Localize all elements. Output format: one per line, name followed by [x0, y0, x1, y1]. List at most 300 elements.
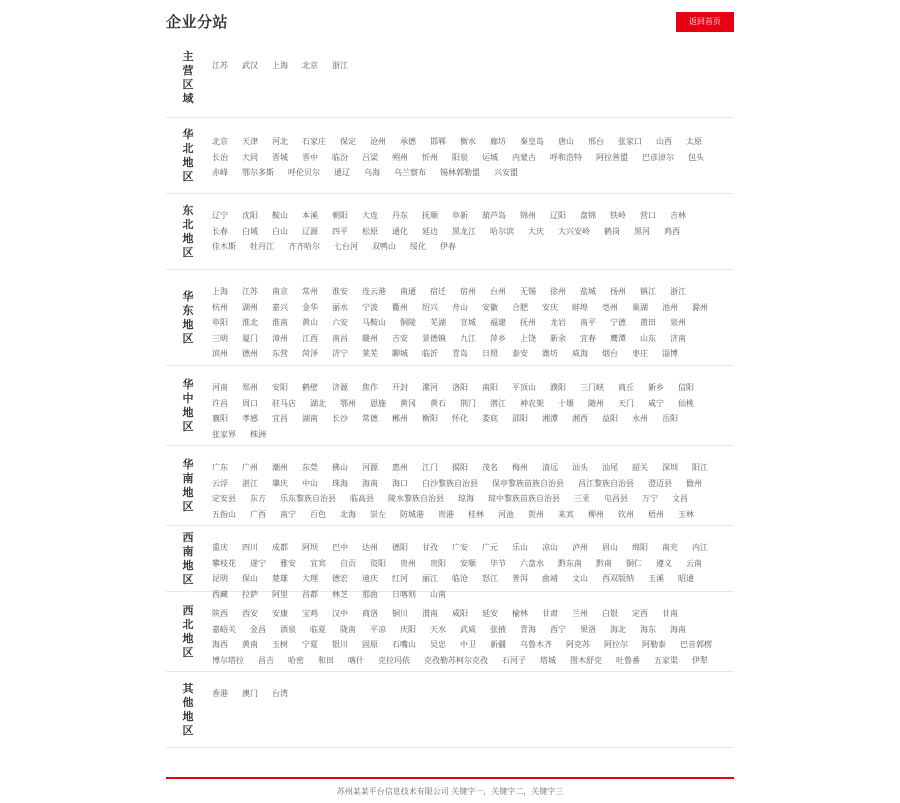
- city-link[interactable]: 内江: [692, 543, 708, 552]
- city-link[interactable]: 泸州: [572, 543, 588, 552]
- city-link[interactable]: 果洛: [580, 624, 596, 634]
- city-link[interactable]: 武威: [460, 624, 476, 634]
- city-link[interactable]: 澄迈县: [648, 478, 672, 488]
- city-link[interactable]: 马鞍山: [362, 318, 386, 327]
- city-link[interactable]: 安康: [272, 609, 288, 618]
- city-link[interactable]: 赣州: [362, 333, 378, 343]
- city-link[interactable]: 临沂: [422, 349, 438, 358]
- city-link[interactable]: 咸阳: [452, 609, 468, 618]
- city-link[interactable]: 六盘水: [520, 558, 544, 568]
- city-link[interactable]: 固原: [362, 640, 378, 649]
- city-link[interactable]: 邢台: [588, 137, 604, 146]
- city-link[interactable]: 海口: [392, 478, 408, 488]
- city-link[interactable]: 娄底: [482, 414, 498, 423]
- city-link[interactable]: 克孜勒苏柯尔克孜: [424, 655, 488, 665]
- city-link[interactable]: 益阳: [602, 414, 618, 423]
- city-link[interactable]: 辽宁: [212, 211, 228, 220]
- city-link[interactable]: 许昌: [212, 398, 228, 408]
- city-link[interactable]: 湖州: [242, 302, 258, 312]
- city-link[interactable]: 宜春: [580, 333, 596, 343]
- city-link[interactable]: 朝阳: [332, 211, 348, 220]
- city-link[interactable]: 云南: [686, 558, 702, 568]
- city-link[interactable]: 济南: [670, 333, 686, 343]
- city-link[interactable]: 琼海: [458, 494, 474, 503]
- city-link[interactable]: 株洲: [250, 429, 266, 439]
- city-link[interactable]: 云浮: [212, 478, 228, 488]
- city-link[interactable]: 五家渠: [654, 655, 678, 665]
- city-link[interactable]: 海南: [362, 478, 378, 488]
- city-link[interactable]: 潍坊: [542, 349, 558, 358]
- city-link[interactable]: 湘潭: [542, 414, 558, 423]
- city-link[interactable]: 秦皇岛: [520, 137, 544, 146]
- city-link[interactable]: 湛江: [242, 478, 258, 488]
- city-link[interactable]: 运城: [482, 152, 498, 162]
- city-link[interactable]: 张家界: [212, 429, 236, 439]
- city-link[interactable]: 白银: [602, 609, 618, 618]
- city-link[interactable]: 保定: [340, 137, 356, 146]
- city-link[interactable]: 图木舒克: [570, 655, 602, 665]
- city-link[interactable]: 淮南: [272, 318, 288, 327]
- city-link[interactable]: 汉中: [332, 609, 348, 618]
- city-link[interactable]: 阿克苏: [566, 640, 590, 649]
- city-link[interactable]: 延边: [422, 226, 438, 236]
- city-link[interactable]: 庆阳: [400, 624, 416, 634]
- city-link[interactable]: 丹东: [392, 211, 408, 220]
- city-link[interactable]: 保山: [242, 574, 258, 583]
- city-link[interactable]: 临沧: [452, 574, 468, 583]
- city-link[interactable]: 大兴安岭: [558, 226, 590, 236]
- city-link[interactable]: 万宁: [642, 494, 658, 503]
- city-link[interactable]: 甘南: [662, 609, 678, 618]
- city-link[interactable]: 江西: [302, 333, 318, 343]
- city-link[interactable]: 潜江: [490, 398, 506, 408]
- city-link[interactable]: 河北: [272, 137, 288, 146]
- city-link[interactable]: 襄阳: [212, 414, 228, 423]
- city-link[interactable]: 文山: [572, 574, 588, 583]
- city-link[interactable]: 镇江: [640, 287, 656, 296]
- city-link[interactable]: 四川: [242, 543, 258, 552]
- city-link[interactable]: 永州: [632, 414, 648, 423]
- city-link[interactable]: 郑州: [242, 383, 258, 392]
- city-link[interactable]: 吐鲁番: [616, 655, 640, 665]
- city-link[interactable]: 百色: [310, 509, 326, 519]
- city-link[interactable]: 凉山: [542, 543, 558, 552]
- city-link[interactable]: 晋城: [272, 152, 288, 162]
- city-link[interactable]: 抚州: [520, 318, 536, 327]
- city-link[interactable]: 海东: [640, 624, 656, 634]
- city-link[interactable]: 安庆: [542, 302, 558, 312]
- city-link[interactable]: 广州: [242, 463, 258, 472]
- city-link[interactable]: 广安: [452, 543, 468, 552]
- city-link[interactable]: 天津: [242, 137, 258, 146]
- city-link[interactable]: 兰州: [572, 609, 588, 618]
- city-link[interactable]: 四平: [332, 226, 348, 236]
- city-link[interactable]: 鹤岗: [604, 226, 620, 236]
- city-link[interactable]: 新余: [550, 333, 566, 343]
- city-link[interactable]: 商丘: [618, 383, 634, 392]
- city-link[interactable]: 铜川: [392, 609, 408, 618]
- city-link[interactable]: 汕头: [572, 463, 588, 472]
- city-link[interactable]: 来宾: [558, 509, 574, 519]
- city-link[interactable]: 钦州: [618, 509, 634, 519]
- city-link[interactable]: 北海: [340, 509, 356, 519]
- city-link[interactable]: 昌都: [302, 589, 318, 599]
- city-link[interactable]: 南昌: [332, 333, 348, 343]
- city-link[interactable]: 安阳: [272, 383, 288, 392]
- city-link[interactable]: 濮阳: [550, 383, 566, 392]
- city-link[interactable]: 梧州: [648, 509, 664, 519]
- city-link[interactable]: 三亚: [574, 494, 590, 503]
- city-link[interactable]: 哈尔滨: [490, 226, 514, 236]
- city-link[interactable]: 琼中黎族苗族自治县: [488, 494, 560, 503]
- city-link[interactable]: 保亭黎族苗族自治县: [492, 478, 564, 488]
- city-link[interactable]: 澳门: [242, 689, 258, 698]
- city-link[interactable]: 菏泽: [302, 349, 318, 358]
- city-link[interactable]: 防城港: [400, 509, 424, 519]
- city-link[interactable]: 香港: [212, 689, 228, 698]
- city-link[interactable]: 克拉玛依: [378, 655, 410, 665]
- city-link[interactable]: 巴彦淖尔: [642, 152, 674, 162]
- city-link[interactable]: 贵阳: [430, 558, 446, 568]
- city-link[interactable]: 黄冈: [400, 398, 416, 408]
- city-link[interactable]: 衢州: [392, 302, 408, 312]
- city-link[interactable]: 泉州: [670, 318, 686, 327]
- city-link[interactable]: 阿勒泰: [642, 640, 666, 649]
- city-link[interactable]: 厦门: [242, 333, 258, 343]
- city-link[interactable]: 阳泉: [452, 152, 468, 162]
- city-link[interactable]: 东方: [250, 494, 266, 503]
- city-link[interactable]: 呼和浩特: [550, 152, 582, 162]
- city-link[interactable]: 滁州: [692, 302, 708, 312]
- city-link[interactable]: 肇庆: [272, 478, 288, 488]
- city-link[interactable]: 随州: [588, 398, 604, 408]
- city-link[interactable]: 内蒙古: [512, 152, 536, 162]
- city-link[interactable]: 呼伦贝尔: [288, 168, 320, 177]
- city-link[interactable]: 宣城: [460, 318, 476, 327]
- city-link[interactable]: 乌兰察布: [394, 168, 426, 177]
- city-link[interactable]: 阿拉尔: [604, 640, 628, 649]
- city-link[interactable]: 乌鲁木齐: [520, 640, 552, 649]
- city-link[interactable]: 红河: [392, 574, 408, 583]
- city-link[interactable]: 抚顺: [422, 211, 438, 220]
- city-link[interactable]: 临夏: [310, 624, 326, 634]
- city-link[interactable]: 吉林: [670, 211, 686, 220]
- city-link[interactable]: 大庆: [528, 226, 544, 236]
- city-link[interactable]: 长治: [212, 152, 228, 162]
- city-link[interactable]: 台湾: [272, 689, 288, 698]
- city-link[interactable]: 芜湖: [430, 318, 446, 327]
- city-link[interactable]: 牡丹江: [250, 242, 274, 251]
- city-link[interactable]: 怀化: [452, 414, 468, 423]
- city-link[interactable]: 阳江: [692, 463, 708, 472]
- city-link[interactable]: 金昌: [250, 624, 266, 634]
- city-link[interactable]: 昌江黎族自治县: [578, 478, 634, 488]
- city-link[interactable]: 邯郸: [430, 137, 446, 146]
- city-link[interactable]: 眉山: [602, 543, 618, 552]
- city-link[interactable]: 白沙黎族自治县: [422, 478, 478, 488]
- city-link[interactable]: 玉树: [272, 640, 288, 649]
- city-link[interactable]: 宿迁: [430, 287, 446, 296]
- city-link[interactable]: 大连: [362, 211, 378, 220]
- city-link[interactable]: 咸宁: [648, 398, 664, 408]
- city-link[interactable]: 锡林郭勒盟: [440, 168, 480, 177]
- city-link[interactable]: 漯河: [422, 383, 438, 392]
- city-link[interactable]: 松原: [362, 226, 378, 236]
- city-link[interactable]: 阿拉善盟: [596, 152, 628, 162]
- city-link[interactable]: 常州: [302, 287, 318, 296]
- city-link[interactable]: 陇南: [340, 624, 356, 634]
- city-link[interactable]: 宜昌: [272, 414, 288, 423]
- city-link[interactable]: 邵阳: [512, 414, 528, 423]
- city-link[interactable]: 鄂尔多斯: [242, 168, 274, 177]
- city-link[interactable]: 福建: [490, 318, 506, 327]
- city-link[interactable]: 张掖: [490, 624, 506, 634]
- city-link[interactable]: 桂林: [468, 509, 484, 519]
- city-link[interactable]: 十堰: [558, 398, 574, 408]
- city-link[interactable]: 怒江: [482, 574, 498, 583]
- city-link[interactable]: 江门: [422, 463, 438, 472]
- city-link[interactable]: 榆林: [512, 609, 528, 618]
- city-link[interactable]: 达州: [362, 543, 378, 552]
- city-link[interactable]: 清远: [542, 463, 558, 472]
- city-link[interactable]: 常德: [362, 414, 378, 423]
- city-link[interactable]: 哈密: [288, 655, 304, 665]
- city-link[interactable]: 定西: [632, 609, 648, 618]
- city-link[interactable]: 滨州: [212, 349, 228, 358]
- city-link[interactable]: 海西: [212, 640, 228, 649]
- city-link[interactable]: 天水: [430, 624, 446, 634]
- city-link[interactable]: 泰安: [512, 349, 528, 358]
- city-link[interactable]: 黑龙江: [452, 226, 476, 236]
- city-link[interactable]: 铁岭: [610, 211, 626, 220]
- city-link[interactable]: 仙桃: [678, 398, 694, 408]
- city-link[interactable]: 沈阳: [242, 211, 258, 220]
- city-link[interactable]: 乐东黎族自治县: [280, 494, 336, 503]
- city-link[interactable]: 舟山: [452, 302, 468, 312]
- city-link[interactable]: 柳州: [588, 509, 604, 519]
- city-link[interactable]: 聊城: [392, 349, 408, 358]
- city-link[interactable]: 延安: [482, 609, 498, 618]
- city-link[interactable]: 自贡: [340, 558, 356, 568]
- city-link[interactable]: 三明: [212, 333, 228, 343]
- city-link[interactable]: 巴音郭楞: [680, 640, 712, 649]
- city-link[interactable]: 阜阳: [212, 318, 228, 327]
- city-link[interactable]: 合肥: [512, 302, 528, 312]
- city-link[interactable]: 广东: [212, 463, 228, 472]
- city-link[interactable]: 北京: [302, 61, 318, 70]
- city-link[interactable]: 吕梁: [362, 152, 378, 162]
- city-link[interactable]: 三门峡: [580, 383, 604, 392]
- city-link[interactable]: 营口: [640, 211, 656, 220]
- city-link[interactable]: 湖南: [302, 414, 318, 423]
- city-link[interactable]: 佛山: [332, 463, 348, 472]
- city-link[interactable]: 酒泉: [280, 624, 296, 634]
- city-link[interactable]: 玉林: [678, 509, 694, 519]
- city-link[interactable]: 定安县: [212, 494, 236, 503]
- city-link[interactable]: 杭州: [212, 302, 228, 312]
- city-link[interactable]: 海北: [610, 624, 626, 634]
- city-link[interactable]: 湖北: [310, 398, 326, 408]
- city-link[interactable]: 西双版纳: [602, 574, 634, 583]
- city-link[interactable]: 儋州: [686, 478, 702, 488]
- city-link[interactable]: 伊春: [440, 242, 456, 251]
- city-link[interactable]: 绍兴: [422, 302, 438, 312]
- city-link[interactable]: 济宁: [332, 349, 348, 358]
- city-link[interactable]: 无锡: [520, 287, 536, 296]
- city-link[interactable]: 吴忠: [430, 640, 446, 649]
- city-link[interactable]: 河池: [498, 509, 514, 519]
- city-link[interactable]: 鄂州: [340, 398, 356, 408]
- city-link[interactable]: 烟台: [602, 349, 618, 358]
- city-link[interactable]: 枣庄: [632, 349, 648, 358]
- city-link[interactable]: 喀什: [348, 655, 364, 665]
- city-link[interactable]: 遂宁: [250, 558, 266, 568]
- city-link[interactable]: 黄南: [242, 640, 258, 649]
- city-link[interactable]: 嘉峪关: [212, 624, 236, 634]
- city-link[interactable]: 重庆: [212, 543, 228, 552]
- city-link[interactable]: 资阳: [370, 558, 386, 568]
- city-link[interactable]: 铜仁: [626, 558, 642, 568]
- city-link[interactable]: 上海: [212, 287, 228, 296]
- city-link[interactable]: 台州: [490, 287, 506, 296]
- city-link[interactable]: 通化: [392, 226, 408, 236]
- city-link[interactable]: 石河子: [502, 655, 526, 665]
- city-link[interactable]: 珠海: [332, 478, 348, 488]
- city-link[interactable]: 天门: [618, 398, 634, 408]
- city-link[interactable]: 通辽: [334, 168, 350, 177]
- city-link[interactable]: 鸡西: [664, 226, 680, 236]
- city-link[interactable]: 攀枝花: [212, 558, 236, 568]
- city-link[interactable]: 毕节: [490, 558, 506, 568]
- city-link[interactable]: 青海: [520, 624, 536, 634]
- city-link[interactable]: 德阳: [392, 543, 408, 552]
- city-link[interactable]: 五指山: [212, 509, 236, 519]
- city-link[interactable]: 南通: [400, 287, 416, 296]
- city-link[interactable]: 黄山: [302, 318, 318, 327]
- city-link[interactable]: 景德镇: [422, 333, 446, 343]
- city-link[interactable]: 乐山: [512, 543, 528, 552]
- city-link[interactable]: 亳州: [602, 302, 618, 312]
- city-link[interactable]: 南平: [580, 318, 596, 327]
- city-link[interactable]: 贵港: [438, 509, 454, 519]
- city-link[interactable]: 信阳: [678, 383, 694, 392]
- city-link[interactable]: 龙岩: [550, 318, 566, 327]
- city-link[interactable]: 威海: [572, 349, 588, 358]
- city-link[interactable]: 茂名: [482, 463, 498, 472]
- city-link[interactable]: 石家庄: [302, 137, 326, 146]
- city-link[interactable]: 池州: [662, 302, 678, 312]
- city-link[interactable]: 开封: [392, 383, 408, 392]
- city-link[interactable]: 七台河: [334, 242, 358, 251]
- city-link[interactable]: 陵水黎族自治县: [388, 494, 444, 503]
- city-link[interactable]: 鞍山: [272, 211, 288, 220]
- city-link[interactable]: 孝感: [242, 414, 258, 423]
- city-link[interactable]: 惠州: [392, 463, 408, 472]
- city-link[interactable]: 唐山: [558, 137, 574, 146]
- city-link[interactable]: 辽阳: [550, 211, 566, 220]
- city-link[interactable]: 神农架: [520, 398, 544, 408]
- city-link[interactable]: 德州: [242, 349, 258, 358]
- city-link[interactable]: 阿坝: [302, 543, 318, 552]
- city-link[interactable]: 海南: [670, 624, 686, 634]
- city-link[interactable]: 焦作: [362, 383, 378, 392]
- city-link[interactable]: 衡水: [460, 137, 476, 146]
- city-link[interactable]: 白山: [272, 226, 288, 236]
- city-link[interactable]: 东营: [272, 349, 288, 358]
- city-link[interactable]: 巢湖: [632, 302, 648, 312]
- city-link[interactable]: 兴安盟: [494, 168, 518, 177]
- city-link[interactable]: 长春: [212, 226, 228, 236]
- city-link[interactable]: 新疆: [490, 640, 506, 649]
- city-link[interactable]: 上饶: [520, 333, 536, 343]
- city-link[interactable]: 黔南: [596, 558, 612, 568]
- city-link[interactable]: 丽江: [422, 574, 438, 583]
- city-link[interactable]: 玉溪: [648, 574, 664, 583]
- city-link[interactable]: 张家口: [618, 137, 642, 146]
- city-link[interactable]: 中卫: [460, 640, 476, 649]
- city-link[interactable]: 大理: [302, 574, 318, 583]
- city-link[interactable]: 甘肃: [542, 609, 558, 618]
- city-link[interactable]: 河南: [212, 383, 228, 392]
- city-link[interactable]: 日喀则: [392, 589, 416, 599]
- city-link[interactable]: 廊坊: [490, 137, 506, 146]
- city-link[interactable]: 漳州: [272, 333, 288, 343]
- city-link[interactable]: 扬州: [610, 287, 626, 296]
- city-link[interactable]: 揭阳: [452, 463, 468, 472]
- city-link[interactable]: 博尔塔拉: [212, 655, 244, 665]
- city-link[interactable]: 石嘴山: [392, 640, 416, 649]
- city-link[interactable]: 浙江: [332, 61, 348, 70]
- city-link[interactable]: 武汉: [242, 61, 258, 70]
- city-link[interactable]: 安顺: [460, 558, 476, 568]
- city-link[interactable]: 济源: [332, 383, 348, 392]
- city-link[interactable]: 南阳: [482, 383, 498, 392]
- city-link[interactable]: 普洱: [512, 574, 528, 583]
- city-link[interactable]: 黄石: [430, 398, 446, 408]
- back-home-button[interactable]: 返回首页: [676, 12, 734, 32]
- city-link[interactable]: 那曲: [362, 589, 378, 599]
- city-link[interactable]: 银川: [332, 640, 348, 649]
- city-link[interactable]: 昭通: [678, 574, 694, 583]
- city-link[interactable]: 新乡: [648, 383, 664, 392]
- city-link[interactable]: 本溪: [302, 211, 318, 220]
- city-link[interactable]: 淄博: [662, 349, 678, 358]
- city-link[interactable]: 铜陵: [400, 318, 416, 327]
- city-link[interactable]: 恩施: [370, 398, 386, 408]
- city-link[interactable]: 渭南: [422, 609, 438, 618]
- city-link[interactable]: 潮州: [272, 463, 288, 472]
- city-link[interactable]: 朔州: [392, 152, 408, 162]
- city-link[interactable]: 莱芜: [362, 349, 378, 358]
- city-link[interactable]: 广西: [250, 509, 266, 519]
- city-link[interactable]: 承德: [400, 137, 416, 146]
- city-link[interactable]: 晋中: [302, 152, 318, 162]
- city-link[interactable]: 深圳: [662, 463, 678, 472]
- city-link[interactable]: 岳阳: [662, 414, 678, 423]
- city-link[interactable]: 临汾: [332, 152, 348, 162]
- city-link[interactable]: 山南: [430, 589, 446, 599]
- city-link[interactable]: 宿州: [460, 287, 476, 296]
- city-link[interactable]: 蚌埠: [572, 302, 588, 312]
- city-link[interactable]: 江苏: [212, 61, 228, 70]
- city-link[interactable]: 昆明: [212, 574, 228, 583]
- city-link[interactable]: 宝鸡: [302, 609, 318, 618]
- city-link[interactable]: 长沙: [332, 414, 348, 423]
- city-link[interactable]: 乌海: [364, 168, 380, 177]
- city-link[interactable]: 浙江: [670, 287, 686, 296]
- city-link[interactable]: 山东: [640, 333, 656, 343]
- city-link[interactable]: 吉安: [392, 333, 408, 343]
